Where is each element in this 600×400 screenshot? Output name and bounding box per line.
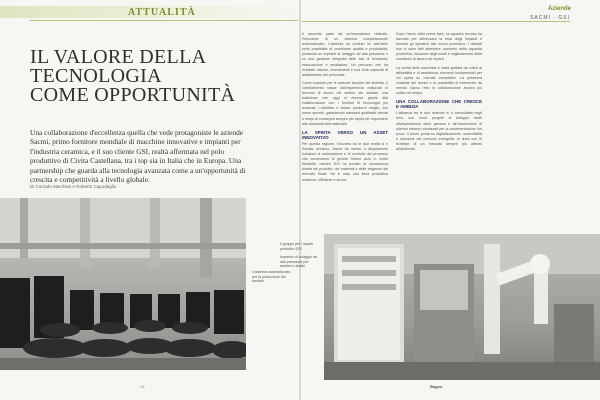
caption-left: Il sistema automatizzato per la produzione dei sanitari: [252, 270, 291, 284]
header-rule-right: [302, 21, 570, 22]
caption-line: Il gruppo per i reparti produttivi GSI: [280, 242, 314, 251]
caption-right: [280, 242, 320, 273]
byline: Di Corrado Marchesi e Roberto Capodaglio: [30, 184, 117, 189]
body-paragraph: Dopo l'avvio della prima fase, la squadra tecnica ha lavorato per ottimizzare la resa degli impianti e formare gli operatori alle nuove procedure. I risultati non si sono fatti attendere: aumento della capacità produttiva, riduzione degli scarti e miglioramento delle condizioni di lavoro nei reparti.: [396, 32, 482, 62]
subhead: LA SPINTA VERSO UN ASSET INNOVATIVO: [302, 129, 388, 140]
headline: [30, 48, 260, 105]
companies-label: SACMI - GSI: [530, 15, 570, 21]
body-paragraph: La scelta delle macchine è stata guidata da criteri di affidabilità e di assistenza, elementi fondamentali per chi opera su mercati competitivi. La presenza costante dei tecnici e la possibilità di intervenire da remoto hanno reso la collaborazione ancora più solida nel tempo.: [396, 65, 482, 96]
body-paragraph: L'alleanza tra le due aziende si è consolidata negli anni, con nuovi progetti di sviluppo rivolti all'ampliamento della gamma e all'introduzione di ulteriori sistemi robotizzati per la movimentazione dei pezzi. Il futuro punta su digitalizzazione, sostenibilità e riduzione dei consumi energetici, in linea con le richieste di un mercato sempre più attento all'ambiente.: [396, 111, 482, 151]
subhead: UNA COLLABORAZIONE CHE CRESCE E AMBIZIA: [396, 99, 482, 110]
page-number-right: Bagno: [430, 384, 443, 389]
caption-line: Impianto di colaggio ad alta pressione per sanitari e lavabi: [280, 255, 317, 269]
robot-illustration: [324, 234, 600, 380]
body-column-2: [396, 32, 482, 155]
header-rule-left: [30, 20, 298, 21]
headline-line: IL VALORE DELLA: [30, 46, 207, 68]
headline-line: TECNOLOGIA: [30, 65, 162, 87]
factory-photo-moulds: [0, 198, 246, 370]
intro-paragraph: Una collaborazione d'eccellenza quella che vede protagoniste le aziende Sacmi, primo fornitore mondiale di macchine innovative e impianti per l'industria ceramica, e il suo cliente GSI, realtà affermata nel polo produttivo di Civita Castellana, tra i top sia in Italia che in Europa. Una partnership che guarda alla tecnologia avanzata come a un'opportunità di crescita e competitività a livello globale.: [30, 128, 246, 185]
section-label: ATTUALITÀ: [128, 7, 196, 18]
body-paragraph: Per questa ragione, l'incontro tra le due realtà si è rivelato decisivo. Sacmi ha messo a disposizione soluzioni di automazione e di controllo del processo che consentono di gestire l'intero ciclo in modo flessibile, mentre GSI ha portato la conoscenza diretta del prodotto, dei materiali e delle esigenze del mercato finale. Ne è nata una linea produttiva moderna, efficiente e sicura.: [302, 141, 388, 182]
headline-line: COME OPPORTUNITÀ: [30, 84, 236, 106]
body-paragraph: Come succede per le aziende storiche del distretto, il cambiamento nasce dall'esperienza maturata in decenni di lavoro nel settore dei sanitari, una tradizione che oggi si rinnova grazie alla collaborazione con i fornitori di tecnologia più avanzati. L'obiettivo è chiaro: produrre meglio, con meno sprechi, garantendo standard qualitativi elevati e tempi di consegna sempre più rapidi per rispondere alla domanda internazionale.: [302, 80, 388, 126]
page-number-left: 18: [140, 384, 145, 389]
body-column-1: [302, 32, 388, 186]
body-paragraph: Il racconto parte da un'innovazione radicale, l'intuizione di un sistema completamente automatizzato. L'azienda ha creduto fin dall'inizio nella possibilità di combinare qualità e produttività, puntando su impianti di colaggio ad alta pressione e su una gestione integrata delle fasi di formatura, essiccazione e smaltatura. Un percorso che ha richiesto visione, investimenti e una forte capacità di adattamento del personale.: [302, 32, 388, 77]
kicker: Aziende: [548, 6, 572, 12]
factory-photo-robot: [324, 234, 600, 380]
page-gutter: [299, 0, 301, 400]
moulds-illustration: [0, 198, 246, 370]
